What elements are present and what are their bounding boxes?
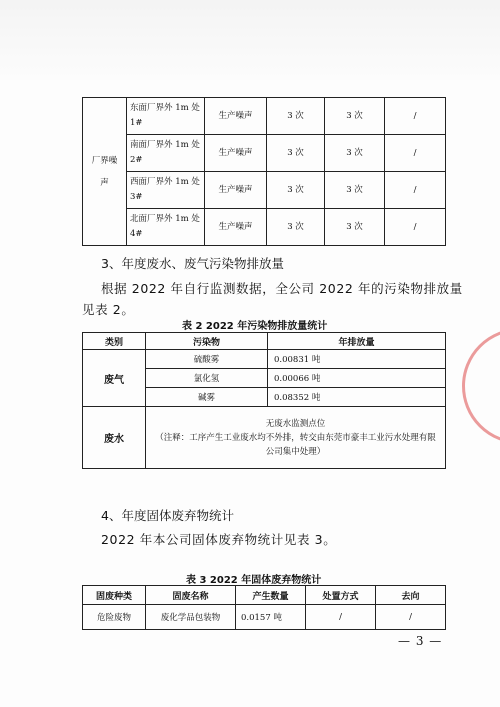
water-note-line: 公司集中处理）	[265, 446, 326, 457]
table-row	[83, 350, 446, 369]
header-destination: 去向	[376, 586, 446, 605]
table-header-row	[83, 333, 446, 350]
header-waste-type: 固废种类	[83, 586, 146, 605]
page-number: — 3 —	[398, 634, 443, 648]
freq-cell: 3 次	[267, 209, 325, 246]
table-header-row	[83, 586, 446, 605]
freq-cell: 3 次	[325, 172, 385, 209]
scan-shade	[0, 0, 500, 80]
table-row	[83, 209, 446, 246]
pollutant-emission-table	[82, 332, 446, 469]
pollutant-cell: 碱雾	[146, 388, 268, 407]
location-cell: 北面厂界外 1m 处 4#	[127, 209, 205, 246]
waste-type-cell: 危险废物	[83, 605, 146, 630]
table-2-caption: 表 2 2022 年污染物排放量统计	[182, 321, 328, 332]
water-category-cell: 废水	[83, 407, 146, 469]
amount-cell: 0.00831 吨	[268, 350, 446, 369]
section-3-paragraph-line2: 见表 2。	[82, 302, 135, 317]
freq-cell: 3 次	[267, 135, 325, 172]
noise-category-cell	[83, 98, 127, 246]
location-cell: 西面厂界外 1m 处 3#	[127, 172, 205, 209]
section-3-title: 3、年度废水、废气污染物排放量	[101, 256, 284, 271]
company-seal	[462, 328, 500, 444]
note-cell: /	[385, 209, 446, 246]
water-note-line: （注释：工序产生工业废水均不外排，转交由东莞市豪丰工业污水处理有限	[155, 432, 436, 443]
noise-category: 厂界噪声	[91, 155, 118, 188]
table-row	[83, 407, 446, 469]
freq-cell: 3 次	[325, 209, 385, 246]
section-4-paragraph: 2022 年本公司固体废弃物统计见表 3。	[101, 532, 337, 547]
header-method: 处置方式	[306, 586, 376, 605]
header-category: 类别	[83, 333, 146, 350]
water-note-cell	[146, 407, 446, 469]
pollutant-cell: 硫酸雾	[146, 350, 268, 369]
source-cell: 生产噪声	[205, 172, 267, 209]
table-3-caption: 表 3 2022 年固体废弃物统计	[186, 575, 322, 586]
amount-cell: 0.00066 吨	[268, 369, 446, 388]
noise-monitoring-table	[82, 97, 446, 246]
pollutant-cell: 氯化氢	[146, 369, 268, 388]
waste-name-cell: 废化学品包装物	[146, 605, 236, 630]
header-pollutant: 污染物	[146, 333, 268, 350]
amount-cell: 0.08352 吨	[268, 388, 446, 407]
freq-cell: 3 次	[267, 172, 325, 209]
freq-cell: 3 次	[267, 98, 325, 135]
header-quantity: 产生数量	[236, 586, 306, 605]
freq-cell: 3 次	[325, 98, 385, 135]
source-cell: 生产噪声	[205, 135, 267, 172]
freq-cell: 3 次	[325, 135, 385, 172]
water-note-line: 无废水监测点位	[265, 418, 326, 429]
solid-waste-table	[82, 585, 446, 630]
location-cell: 南面厂界外 1m 处 2#	[127, 135, 205, 172]
source-cell: 生产噪声	[205, 209, 267, 246]
note-cell: /	[385, 135, 446, 172]
section-4-title: 4、年度固体废弃物统计	[101, 508, 234, 523]
gas-category-cell: 废气	[83, 350, 146, 407]
quantity-cell: 0.0157 吨	[236, 605, 306, 630]
table-row	[83, 98, 446, 135]
section-3-paragraph-line1: 根据 2022 年自行监测数据，全公司 2022 年的污染物排放量	[101, 281, 463, 296]
header-amount: 年排放量	[268, 333, 446, 350]
note-cell: /	[385, 98, 446, 135]
source-cell: 生产噪声	[205, 98, 267, 135]
table-row	[83, 605, 446, 630]
table-row	[83, 172, 446, 209]
method-cell: /	[306, 605, 376, 630]
header-waste-name: 固废名称	[146, 586, 236, 605]
note-cell: /	[385, 172, 446, 209]
destination-cell: /	[376, 605, 446, 630]
table-row	[83, 135, 446, 172]
location-cell: 东面厂界外 1m 处 1#	[127, 98, 205, 135]
